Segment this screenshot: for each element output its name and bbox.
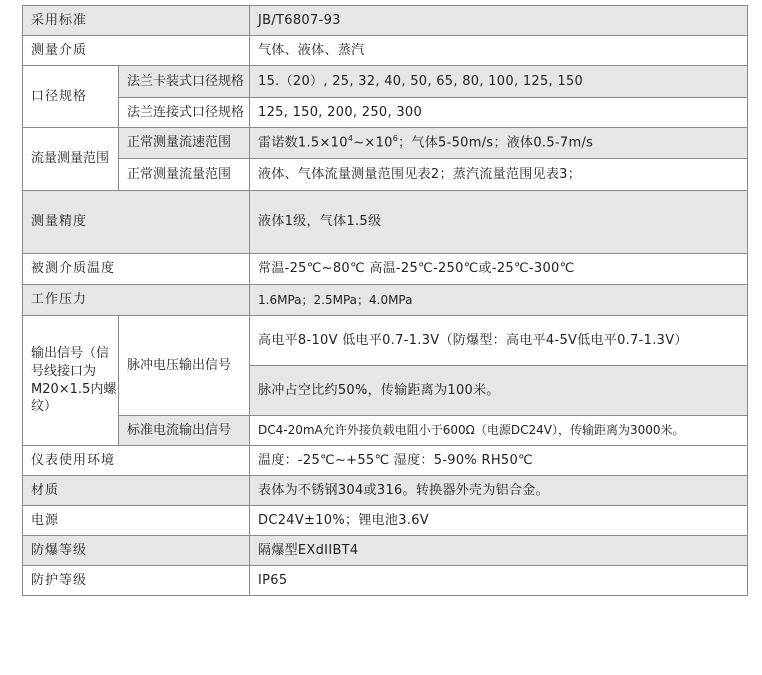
- bore-label: 口径规格: [23, 66, 119, 128]
- velocity-text-c: ；气体5-50m/s；液体0.5-7m/s: [398, 135, 594, 151]
- output-current-label: 标准电流输出信号: [119, 416, 250, 446]
- bore-flange-label: 法兰连接式口径规格: [119, 98, 250, 128]
- table-row: [23, 128, 748, 159]
- velocity-text-a: 雷诺数1.5×10: [258, 135, 348, 151]
- table-row: [23, 506, 748, 536]
- output-label: 输出信号（信号线接口为M20×1.5内螺纹）: [23, 316, 119, 446]
- pressure-label: 工作压力: [23, 285, 250, 316]
- table-row: [23, 446, 748, 476]
- spec-table: [22, 5, 748, 596]
- output-pulse-value-1: 高电平8-10V 低电平0.7-1.3V（防爆型：高电平4-5V低电平0.7-1.3V）: [250, 316, 748, 366]
- output-current-value: DC4-20mA允许外接负载电阻小于600Ω（电源DC24V），传输距离为3000米。: [250, 416, 748, 446]
- material-label: 材质: [23, 476, 250, 506]
- pressure-value: 1.6MPa；2.5MPa；4.0MPa: [250, 285, 748, 316]
- output-pulse-label: 脉冲电压输出信号: [119, 316, 250, 416]
- explosion-label: 防爆等级: [23, 536, 250, 566]
- flow-volume-value: 液体、气体流量测量范围见表2；蒸汽流量范围见表3；: [250, 159, 748, 191]
- velocity-sup-a: 4: [347, 134, 354, 144]
- flow-volume-label: 正常测量流量范围: [119, 159, 250, 191]
- protection-value: IP65: [250, 566, 748, 596]
- material-value: 表体为不锈钢304或316。转换器外壳为铝合金。: [250, 476, 748, 506]
- table-row: [23, 191, 748, 254]
- table-row: [23, 416, 748, 446]
- power-label: 电源: [23, 506, 250, 536]
- table-row: [23, 566, 748, 596]
- standard-label: 采用标准: [23, 6, 250, 36]
- environment-label: 仪表使用环境: [23, 446, 250, 476]
- flow-velocity-value: [250, 128, 748, 159]
- protection-label: 防护等级: [23, 566, 250, 596]
- table-row: [23, 536, 748, 566]
- flow-velocity-label: 正常测量流速范围: [119, 128, 250, 159]
- bore-card-value: 15.（20）, 25, 32, 40, 50, 65, 80, 100, 125, 150: [250, 66, 748, 98]
- table-row: [23, 476, 748, 506]
- medium-value: 气体、液体、蒸汽: [250, 36, 748, 66]
- medium-label: 测量介质: [23, 36, 250, 66]
- velocity-text-b: ~×10: [353, 135, 393, 151]
- accuracy-value: 液体1级，气体1.5级: [250, 191, 748, 254]
- temperature-value: 常温-25℃~80℃ 高温-25℃-250℃或-25℃-300℃: [250, 254, 748, 285]
- environment-value: 温度：-25℃~+55℃ 湿度：5-90% RH50℃: [250, 446, 748, 476]
- table-row: [23, 6, 748, 36]
- table-row: [23, 316, 748, 366]
- standard-value: JB/T6807-93: [250, 6, 748, 36]
- output-pulse-value-2: 脉冲占空比约50%，传输距离为100米。: [250, 366, 748, 416]
- table-row: [23, 36, 748, 66]
- bore-flange-value: 125, 150, 200, 250, 300: [250, 98, 748, 128]
- table-row: [23, 254, 748, 285]
- table-row: [23, 159, 748, 191]
- velocity-sup-b: 6: [392, 134, 399, 144]
- table-row: [23, 66, 748, 98]
- temperature-label: 被测介质温度: [23, 254, 250, 285]
- table-row: [23, 285, 748, 316]
- power-value: DC24V±10%；锂电池3.6V: [250, 506, 748, 536]
- accuracy-label: 测量精度: [23, 191, 250, 254]
- bore-card-label: 法兰卡装式口径规格: [119, 66, 250, 98]
- explosion-value: 隔爆型EXdIIBT4: [250, 536, 748, 566]
- table-row: [23, 98, 748, 128]
- flow-range-label: 流量测量范围: [23, 128, 119, 191]
